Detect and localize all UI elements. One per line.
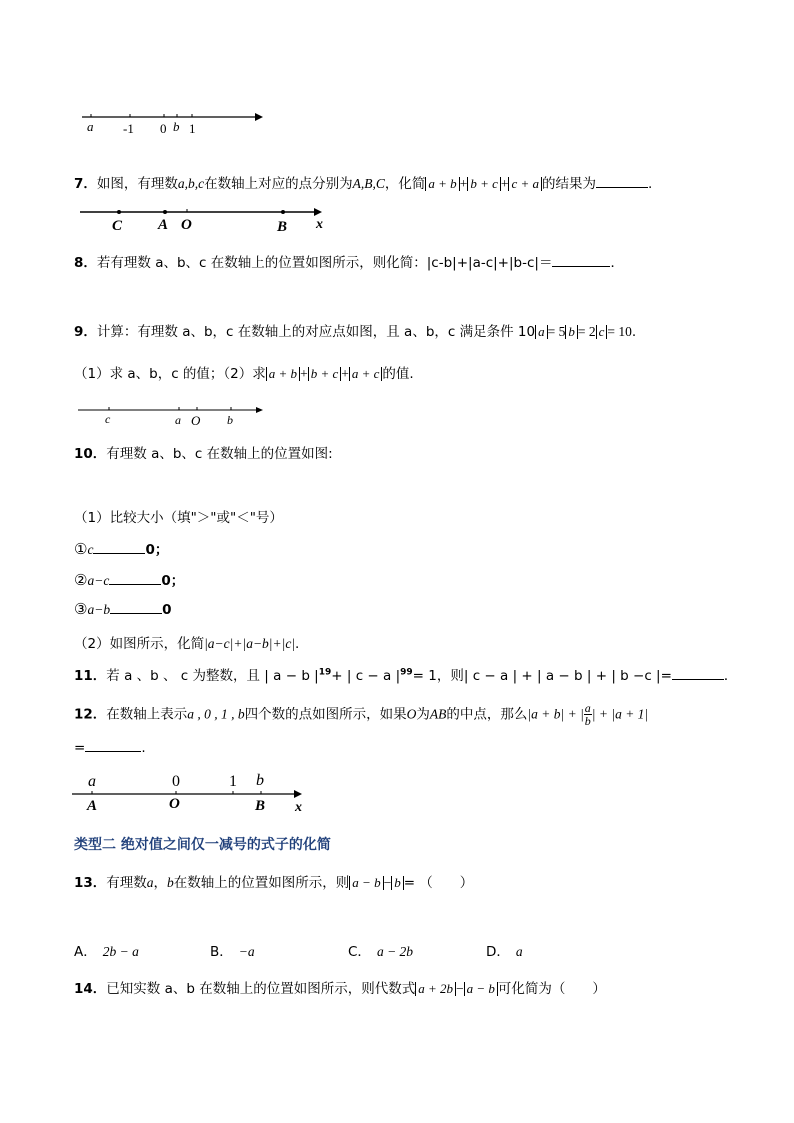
number-line-q7	[78, 202, 328, 234]
q12-text-1: 在数轴上表示	[106, 706, 188, 723]
q9-abs-3: a + c	[349, 367, 383, 381]
q9-end: .	[631, 324, 637, 340]
tick-label-c: c	[105, 412, 111, 426]
answer-blank[interactable]	[85, 750, 141, 752]
q10-item-3	[74, 600, 171, 618]
q14-abs-2: a − b	[464, 982, 498, 996]
q7-text-4: 的结果为	[542, 176, 597, 192]
option-value: a − 2b	[376, 944, 414, 959]
question-14	[74, 977, 606, 997]
q9-eq-1: = 5	[547, 324, 566, 339]
question-8	[74, 251, 624, 271]
q10-item-1-mark: ①	[74, 540, 88, 558]
q10-item-1-zero: 0；	[145, 542, 169, 558]
q7-text-3: ，化简	[384, 176, 426, 192]
tick-label-b: b	[256, 772, 264, 789]
q10-part-1: （1）比较大小（填"＞"或"＜"号）	[74, 510, 283, 526]
q10-item-2-expr: a−c	[87, 573, 110, 588]
answer-blank[interactable]	[109, 583, 161, 585]
q10-part-2-end: .	[295, 636, 300, 652]
q11-mid: + | c − a |	[331, 668, 401, 684]
axis-label-x: x	[295, 800, 302, 815]
q10-number: 10．	[74, 446, 107, 462]
q13-text-2: ，	[153, 875, 168, 891]
tick-label-O: O	[191, 413, 201, 428]
q12-text-2: 四个数的点如图所示，如果	[244, 706, 407, 723]
q12-AB: AB	[429, 706, 447, 722]
point-label-C: C	[112, 218, 123, 234]
q13-minus: −	[383, 875, 392, 890]
q9-part-1: （1）求 a、b，c 的值；（2）求	[74, 366, 266, 382]
q12-expr-1: |a + b| + |	[527, 706, 584, 722]
q12-fraction	[584, 702, 592, 727]
q7-abs-1: a + b	[425, 177, 459, 191]
q10-part-2-text: （2）如图所示，化简	[74, 636, 205, 652]
option-value: 2b − a	[102, 944, 139, 959]
answer-blank[interactable]	[672, 678, 724, 680]
question-9	[74, 320, 636, 340]
q9-part-2: 的值.	[382, 366, 414, 382]
q7-text-1: 如图，有理数	[96, 176, 178, 192]
q13-text-1: 有理数	[106, 875, 147, 891]
q11-number: 11．	[74, 668, 107, 684]
q10-item-3-expr: a−b	[87, 602, 111, 617]
q12-text-4: 的中点，那么	[446, 706, 528, 723]
q12-vars: a , 0 , 1 , b	[187, 706, 245, 722]
q7-text-2: 在数轴上对应的点分别为	[204, 176, 353, 192]
q13-option-d[interactable]	[486, 940, 523, 960]
q13-var-a: a	[146, 875, 154, 890]
q10-item-1	[74, 538, 168, 558]
q9-abs-c: c	[596, 325, 608, 339]
q10-item-3-zero: 0	[162, 602, 172, 618]
q7-abs-2: b + c	[467, 177, 501, 191]
q8-end: ．	[610, 255, 624, 271]
q13-option-a[interactable]	[74, 940, 139, 960]
q7-abs-3: c + a	[508, 177, 542, 191]
answer-blank[interactable]	[552, 265, 610, 267]
q13-text-3: 在数轴上的位置如图所示，则	[173, 875, 350, 891]
q10-item-1-expr: c	[87, 542, 94, 557]
q11-text: 若 a 、b 、 c 为整数，且 | a − b |	[106, 668, 319, 684]
q13-option-c[interactable]	[348, 940, 413, 960]
tick-label-b: b	[173, 119, 180, 134]
q14-abs-1: a + 2b	[415, 982, 456, 996]
q8-text: 若有理数 a、b、c 在数轴上的位置如图所示，则化简：|c-b|+|a-c|+|b-c|＝	[96, 255, 553, 271]
question-13	[74, 871, 473, 891]
point-label-A: A	[87, 798, 98, 814]
point-label-O: O	[181, 217, 192, 233]
option-label: D．	[486, 944, 510, 960]
point-label-O: O	[169, 796, 180, 812]
q10-item-3-mark: ③	[74, 600, 88, 618]
tick-label-b: b	[227, 413, 233, 427]
point-label-B: B	[255, 798, 266, 814]
answer-blank[interactable]	[596, 186, 648, 188]
q12-end: .	[141, 740, 146, 756]
question-11	[74, 664, 737, 684]
answer-blank[interactable]	[110, 612, 162, 614]
point-label-A: A	[158, 217, 169, 233]
q10-text: 有理数 a、b、c 在数轴上的位置如图:	[106, 446, 333, 462]
q13-option-b[interactable]	[210, 940, 255, 960]
number-line-q9	[76, 400, 271, 430]
q14-minus: −	[456, 981, 464, 996]
q14-text-2: 可化简为（ ）	[497, 981, 606, 997]
q9-abs-1: a + b	[266, 367, 300, 381]
q10-item-2-mark: ②	[74, 571, 88, 589]
q9-abs-b: b	[565, 325, 578, 339]
q14-text-1: 已知实数 a、b 在数轴上的位置如图所示，则代数式	[106, 981, 416, 997]
tick-label-a: a	[88, 773, 96, 790]
number-line-top	[80, 104, 265, 140]
q9-abs-a: a	[535, 325, 548, 339]
q7-number: 7．	[74, 176, 97, 192]
question-10	[74, 442, 333, 462]
q9-text-1: 计算：有理数 a、b，c 在数轴上的对应点如图，且 a、b，c 满足条件 10	[96, 324, 536, 340]
axis-label-x: x	[316, 217, 323, 232]
q12-text-3: 为	[416, 706, 430, 723]
number-line-q12	[70, 770, 315, 816]
q12-O: O	[406, 706, 417, 722]
q7-vars: a,b,c	[177, 176, 205, 191]
tick-label-a: a	[87, 119, 94, 134]
q13-var-b: b	[167, 875, 174, 890]
q11-exp-2: 99	[400, 667, 413, 678]
q10-item-2-zero: 0；	[161, 573, 185, 589]
question-7: 7．如图，有理数a,b,c在数轴上对应的点分别为A,B,C，化简 a + b + b + c + c + a 的结果为 .	[74, 176, 653, 192]
q11-end: ．	[723, 668, 738, 684]
tick-label-1: 1	[229, 773, 237, 790]
q9-eq-3: = 10	[607, 324, 632, 339]
q9-number: 9．	[74, 324, 97, 340]
q10-item-2	[74, 569, 184, 589]
q8-number: 8．	[74, 255, 97, 271]
question-12	[74, 702, 648, 727]
q13-number: 13．	[74, 875, 107, 891]
option-label: B．	[210, 944, 233, 960]
q12-number: 12．	[74, 706, 107, 723]
tick-label-1: 1	[189, 121, 196, 136]
answer-blank[interactable]	[93, 552, 145, 554]
tick-label-0: 0	[172, 773, 180, 790]
option-value: −a	[238, 944, 255, 959]
fraction-denominator: b	[584, 714, 591, 728]
fraction-numerator: a	[584, 701, 591, 715]
q10-part-2-expr: |a−c|+|a−b|+|c|	[204, 636, 296, 651]
q7-end: .	[648, 176, 653, 192]
q9-eq-2: = 2	[577, 324, 596, 339]
q11-text-2: = 1，则| c − a | + | a − b | + | b −c |=	[412, 668, 672, 684]
q9-abs-2: b + c	[308, 367, 342, 381]
option-label: A．	[74, 944, 97, 960]
point-label-B: B	[277, 219, 288, 234]
option-value: a	[515, 944, 523, 959]
q10-part-2	[74, 632, 299, 652]
q13-text-4: = （ ）	[403, 875, 474, 891]
q14-number: 14．	[74, 981, 107, 997]
tick-label-0: 0	[160, 121, 167, 136]
tick-label-a: a	[175, 413, 181, 427]
q12-answer-line	[74, 740, 146, 756]
option-label: C．	[348, 944, 371, 960]
section-heading-type-2: 类型二 绝对值之间仅一减号的式子的化简	[74, 837, 331, 853]
q7-points: A,B,C	[352, 176, 385, 191]
q11-exp-1: 19	[318, 667, 332, 678]
q12-expr-2: | + |a + 1|	[591, 706, 649, 722]
tick-label-minus-1: -1	[123, 121, 134, 136]
q13-abs-1: a − b	[349, 876, 383, 890]
question-9-parts: （1）求 a、b，c 的值；（2）求 a + b + b + c + a + c 的值.	[74, 366, 414, 382]
q13-abs-2: b	[391, 876, 404, 890]
q12-equals: =	[74, 740, 86, 756]
